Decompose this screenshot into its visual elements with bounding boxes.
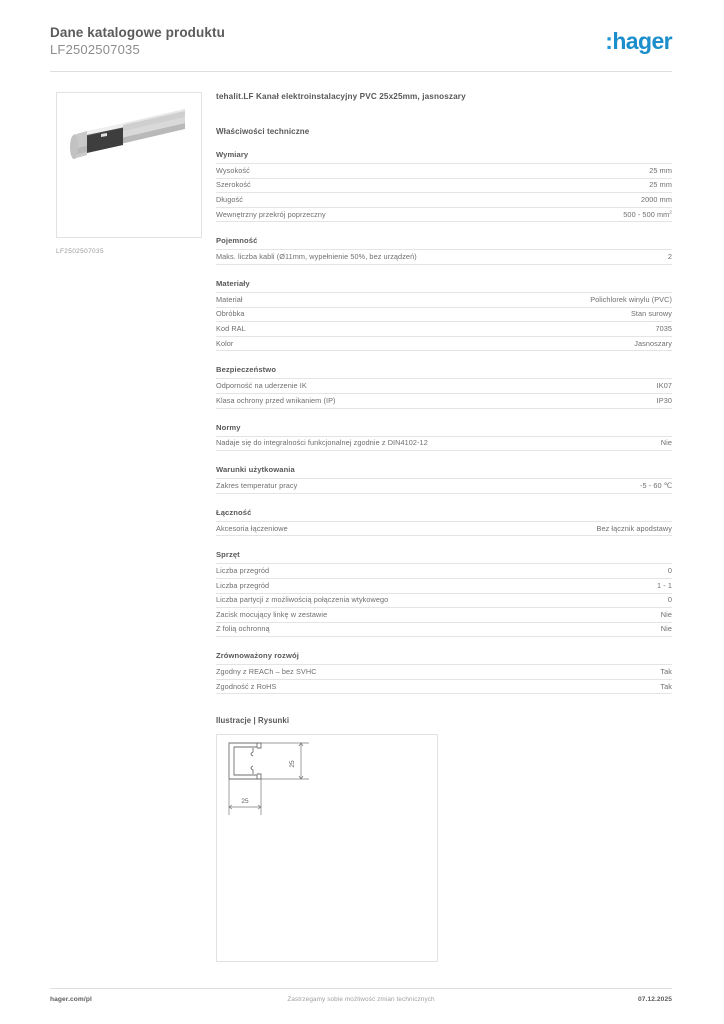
spec-value: Nie (503, 436, 672, 451)
spec-group (216, 550, 672, 637)
table-row (216, 336, 672, 351)
table-row (216, 608, 672, 623)
product-photo-cable-trunking-icon (57, 93, 201, 237)
spec-group-title: Sprzęt (216, 550, 240, 560)
table-row (216, 578, 672, 593)
product-image-column (56, 92, 202, 255)
spec-key: Odporność na uderzenie IK (216, 379, 503, 394)
table-row (216, 564, 672, 579)
specifications-column (216, 92, 672, 962)
cross-section-drawing-icon (217, 735, 437, 961)
spec-group-title: Pojemność (216, 236, 258, 246)
spec-value: 500 - 500 $mm^2$ (503, 207, 672, 222)
spec-group-title: Łączność (216, 507, 252, 517)
spec-value: IK07 (503, 379, 672, 394)
spec-value: 2 (503, 250, 672, 265)
table-row (216, 479, 672, 494)
product-image-caption: LF2502507035 (56, 248, 104, 255)
spec-group (216, 651, 672, 694)
footer-date: 07.12.2025 (637, 996, 672, 1003)
spec-group-title: Wymiary (216, 150, 249, 159)
spec-group (216, 423, 672, 452)
page-header (50, 24, 672, 72)
spec-key: Wysokość (216, 164, 503, 179)
spec-key: Wewnętrzny przekrój poprzeczny (216, 207, 503, 222)
logo-wordmark: hager (612, 28, 672, 54)
table-row (216, 207, 672, 222)
spec-value: Bez łącznik apodstawy (503, 521, 672, 536)
spec-groups (216, 150, 672, 694)
spec-value: 1 - 1 (503, 578, 672, 593)
footer-divider (50, 988, 672, 989)
spec-value: 2000 mm (503, 193, 672, 208)
footer-disclaimer: Zastrzegamy sobie możliwość zmian technicznych (287, 996, 435, 1003)
spec-table (216, 521, 672, 537)
spec-table (216, 563, 672, 637)
spec-table (216, 378, 672, 408)
spec-group (216, 508, 672, 537)
spec-group-title: Bezpieczeństwo (216, 365, 277, 375)
spec-group-title: Normy (216, 422, 241, 432)
page-subtitle-article-number: LF2502507035 (50, 42, 140, 57)
product-photo-frame (56, 92, 202, 238)
spec-value: Tak (503, 679, 672, 694)
table-row (216, 665, 672, 680)
spec-value: 0 (503, 593, 672, 608)
spec-key: Liczba partycji z możliwością połączenia wtykowego (216, 593, 503, 608)
spec-table (216, 664, 672, 694)
spec-key: Zgodność z RoHS (216, 679, 503, 694)
spec-key: Z folią ochronną (216, 622, 503, 637)
spec-key: Obróbka (216, 307, 503, 322)
table-row (216, 379, 672, 394)
technical-properties-heading: Właściwości techniczne (216, 127, 310, 136)
spec-value: -5 - 60 ℃ (503, 479, 672, 494)
spec-value: IP30 (503, 393, 672, 408)
spec-group-title: Zrównoważony rozwój (216, 651, 299, 661)
spec-group (216, 465, 672, 494)
spec-group (216, 150, 672, 222)
table-row (216, 164, 672, 179)
page-footer (50, 996, 672, 1012)
table-row (216, 307, 672, 322)
spec-key: Zakres temperatur pracy (216, 479, 503, 494)
page-title: Dane katalogowe produktu (50, 25, 225, 40)
table-row (216, 292, 672, 307)
table-row (216, 593, 672, 608)
spec-value: 7035 (503, 322, 672, 337)
spec-key: Liczba przegród (216, 578, 503, 593)
spec-value: 25 mm (503, 178, 672, 193)
product-name: tehalit.LF Kanał elektroinstalacyjny PVC 25x25mm, jasnoszary (216, 92, 466, 101)
drawing-width-label: 25 (241, 798, 249, 806)
spec-key: Zacisk mocujący linkę w zestawie (216, 608, 503, 623)
table-row (216, 393, 672, 408)
spec-key: Akcesoria łączeniowe (216, 521, 503, 536)
spec-value: 0 (503, 564, 672, 579)
spec-key: Długość (216, 193, 503, 208)
spec-value: Nie (503, 608, 672, 623)
spec-key: Kod RAL (216, 322, 503, 337)
spec-group (216, 365, 672, 408)
spec-table (216, 163, 672, 222)
drawing-height-label: 25 (289, 760, 296, 769)
hager-logo (605, 28, 672, 54)
spec-group (216, 279, 672, 351)
spec-value: Nie (503, 622, 672, 637)
spec-group (216, 236, 672, 265)
table-row (216, 322, 672, 337)
spec-key: Maks. liczba kabli (Ø11mm, wypełnienie 50%, bez urządzeń) (216, 250, 503, 265)
logo-colon-icon: : (605, 28, 613, 54)
table-row (216, 436, 672, 451)
spec-key: Szerokość (216, 178, 503, 193)
spec-key: Kolor (216, 336, 503, 351)
spec-key: Materiał (216, 292, 503, 307)
table-row (216, 178, 672, 193)
spec-group-title: Warunki użytkowania (216, 465, 295, 475)
unit-exponent: 2 (669, 210, 672, 216)
spec-table (216, 436, 672, 452)
header-divider (50, 71, 672, 72)
spec-key: Nadaje się do integralności funkcjonalnej zgodnie z DIN4102-12 (216, 436, 503, 451)
spec-value: 25 mm (503, 164, 672, 179)
spec-key: Zgodny z REACh – bez SVHC (216, 665, 503, 680)
spec-value: Jasnoszary (503, 336, 672, 351)
technical-drawing-frame (216, 734, 438, 962)
spec-value: Stan surowy (503, 307, 672, 322)
spec-table (216, 249, 672, 265)
spec-value: Polichlorek winylu (PVC) (503, 292, 672, 307)
table-row (216, 193, 672, 208)
table-row (216, 622, 672, 637)
spec-key: Klasa ochrony przed wnikaniem (IP) (216, 393, 503, 408)
spec-value: Tak (503, 665, 672, 680)
table-row (216, 250, 672, 265)
spec-key: Liczba przegród (216, 564, 503, 579)
table-row (216, 521, 672, 536)
spec-group-title: Materiały (216, 278, 250, 288)
spec-table (216, 478, 672, 494)
footer-website-link[interactable]: hager.com/pl (50, 996, 92, 1003)
table-row (216, 679, 672, 694)
spec-table (216, 292, 672, 351)
illustrations-heading: Ilustracje | Rysunki (216, 716, 290, 726)
